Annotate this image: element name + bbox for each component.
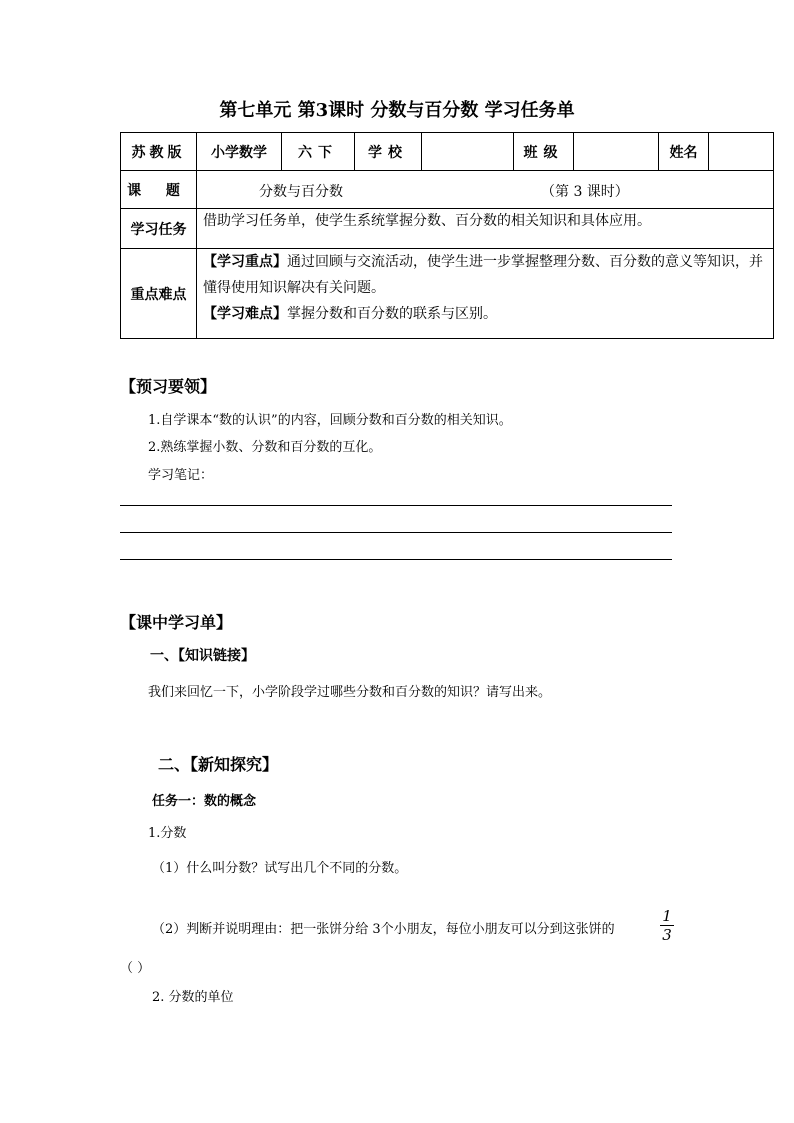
info-table [120, 132, 774, 339]
subject-cell: 小学数学 [197, 133, 282, 171]
task-label: 学习任务 [121, 209, 197, 249]
publisher-cell: 苏教版 [121, 133, 197, 171]
school-value[interactable] [422, 133, 514, 171]
class-value[interactable] [574, 133, 659, 171]
name-value[interactable] [709, 133, 774, 171]
key-label: 重点难点 [121, 249, 197, 339]
answer-blank[interactable]: （ ） [120, 961, 151, 976]
key-point-text: 通过回顾与交流活动，使学生进一步掌握整理分数、百分数的意义等知识，并懂得使用知识解决有关问题。 [203, 254, 763, 296]
task-value: 借助学习任务单，使学生系统掌握分数、百分数的相关知识和具体应用。 [197, 209, 774, 249]
notes-line[interactable] [120, 532, 672, 533]
fraction-one-third [660, 908, 674, 943]
notes-line[interactable] [120, 559, 672, 560]
fraction-numerator: 1 [662, 907, 672, 925]
notes-label: 学习笔记： [148, 468, 214, 483]
key-points [197, 249, 774, 339]
item-fraction: 1.分数 [148, 826, 187, 841]
item-fraction-unit: 2. 分数的单位 [152, 990, 234, 1005]
notes-line[interactable] [120, 505, 672, 506]
knowledge-link-heading: 一、【知识链接】 [150, 648, 255, 664]
document-title: 第七单元 第3课时 分数与百分数 学习任务单 [219, 100, 575, 121]
topic-value: 分数与百分数 [259, 184, 343, 200]
difficulty-tag: 【学习难点】 [203, 306, 287, 322]
key-point-tag: 【学习重点】 [203, 254, 287, 270]
school-label: 学校 [355, 133, 422, 171]
question-1: （1）什么叫分数？试写出几个不同的分数。 [152, 861, 408, 876]
fraction-denominator: 3 [662, 926, 672, 944]
class-label: 班级 [514, 133, 574, 171]
task1-heading: 任务一：数的概念 [152, 794, 257, 809]
difficulty-text: 掌握分数和百分数的联系与区别。 [287, 306, 497, 322]
topic-label: 课 题 [121, 171, 197, 209]
knowledge-link-text: 我们来回忆一下，小学阶段学过哪些分数和百分数的知识？请写出来。 [148, 685, 552, 700]
topic-row [197, 171, 774, 209]
in-class-heading: 【课中学习单】 [120, 613, 233, 632]
grade-cell: 六下 [282, 133, 355, 171]
question-2: （2）判断并说明理由：把一张饼分给 3个小朋友，每位小朋友可以分到这张饼的 [152, 922, 615, 937]
lesson-number: （第 3 课时） [541, 184, 629, 200]
preview-item-1: 1.自学课本“数的认识”的内容，回顾分数和百分数的相关知识。 [148, 413, 512, 428]
preview-heading: 【预习要领】 [120, 377, 217, 396]
preview-item-2: 2.熟练掌握小数、分数和百分数的互化。 [148, 440, 382, 455]
new-knowledge-heading: 二、【新知探究】 [158, 755, 279, 774]
name-label: 姓名 [659, 133, 709, 171]
